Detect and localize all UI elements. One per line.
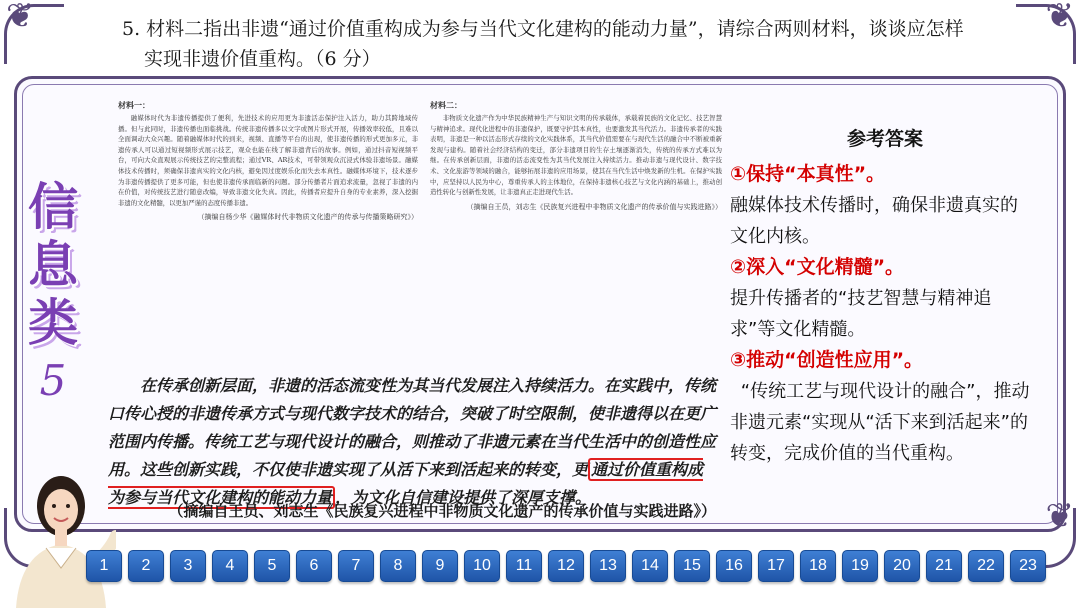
question-line-2: 实现非遗价值重构。（6 分）	[144, 48, 381, 70]
material-one	[118, 100, 418, 350]
passage-source: （摘编自王员、刘志生《民族复兴进程中非物质文化遗产的传承价值与实践进路》）	[168, 502, 716, 520]
material-one-source: （摘编自杨少华《融媒体时代非物质文化遗产的传承与传播策略研究》）	[197, 213, 418, 222]
page-button-3[interactable]: 3	[170, 550, 206, 582]
category-char: 息	[28, 236, 78, 294]
page-button-23[interactable]: 23	[1010, 550, 1046, 582]
page-button-2[interactable]: 2	[128, 550, 164, 582]
answer-point-label: ①保持“本真性”。	[730, 163, 886, 185]
material-two-title: 材料二：	[430, 100, 462, 110]
page-button-12[interactable]: 12	[548, 550, 584, 582]
category-char: 信	[28, 178, 78, 236]
page-button-17[interactable]: 17	[758, 550, 794, 582]
page-button-20[interactable]: 20	[884, 550, 920, 582]
swirl-ornament-icon: ❦	[6, 0, 35, 36]
page-button-5[interactable]: 5	[254, 550, 290, 582]
material-one-title: 材料一：	[118, 100, 150, 110]
material-two-body: 非物质文化遗产作为中华民族精神生产与知识文明的传承载体，承载着民族的文化记忆、技艺智慧与精神追求。现代化进程中的非遗保护，既要守护其本真性，也要激发其当代活力。非遗传承者的实践表明，非遗是一种以活态形式存续的文化实践体系，其当代价值需要在与现代生活的融合中不断被重新发现与建构。随着社会经济结构的变迁，部分非遗项目的生存土壤逐渐消失，传统的传承方式难以为继。在传承创新层面，非遗的活态流变性为其当代发展注入持续活力。推动非遗与现代设计、数字技术、文化旅游等领域的融合，能够拓展非遗的应用场景，使其在当代生活中焕发新的生机。在保护实践中，应坚持以人民为中心，尊重传承人的主体地位，在保持非遗核心技艺与文化内涵的基础上，推动创造性转化与创新性发展，让非遗真正走进现代生活。	[430, 114, 722, 197]
category-label	[22, 178, 84, 405]
answer-point-label: ②深入“文化精髓”。	[730, 256, 905, 278]
answer-point-text: 提升传播者的“技艺智慧与精神追求”等文化精髓。	[730, 288, 992, 340]
material-two-source: （摘编自王员，刘志生《民族复兴进程中非物质文化遗产的传承价值与实践进路》）	[466, 202, 722, 211]
page-button-19[interactable]: 19	[842, 550, 878, 582]
category-char: 类	[28, 294, 78, 352]
passage-text-after: ，为文化自信建设提供了深厚支撑。	[335, 488, 592, 507]
answer-point-text: “传统工艺与现代设计的融合”，推动非遗元素“实现从“活下来到活起来”的转变，完成价值的当代重构。	[730, 381, 1030, 464]
highlighted-phrase: 通过价值重构成为参与当代文化建构的能动力量	[108, 460, 704, 507]
swirl-ornament-icon: ❦	[1045, 496, 1074, 536]
page-button-22[interactable]: 22	[968, 550, 1004, 582]
material-one-body: 融媒体时代为非遗传播提供了便利，先进技术的应用更为非遗活态保护注入活力，助力其跨地域传播。但与此同时，非遗传播也面临挑战。传统非遗传播多以文字或图片形式开展，传播效率较低，且难以全面调动大众兴趣。随着融媒体时代的到来，视频、直播等平台的出现，使非遗传播的形式更加多元，非遗传承人可以通过短视频形式展示技艺，观众也能在线了解非遗背后的故事。例如，通过抖音短视频平台，可向大众直观展示传统技艺的完整流程；通过VR、AR技术，可带领观众沉浸式体验非遗场景。融媒体技术传播时，须确保非遗真实的文化内核，避免因过度娱乐化而失去本真性。融媒体环境下，技术逐步为非遗传播提供了更多可能，但也使非遗传承面临新的问题。部分传播者片面追求流量，忽视了非遗的内在价值，对传统技艺进行随意改编，导致非遗文化失真。因此，传播者应提升自身的专业素养，深入挖掘非遗的文化精髓，以更加严谨的态度传播非遗。	[118, 114, 418, 207]
page-button-8[interactable]: 8	[380, 550, 416, 582]
page-button-6[interactable]: 6	[296, 550, 332, 582]
page-button-4[interactable]: 4	[212, 550, 248, 582]
question-text	[122, 14, 1002, 74]
page-button-7[interactable]: 7	[338, 550, 374, 582]
page-navigation	[86, 550, 1066, 584]
page-button-13[interactable]: 13	[590, 550, 626, 582]
page-button-16[interactable]: 16	[716, 550, 752, 582]
answer-point-text: 融媒体技术传播时，确保非遗真实的文化内核。	[730, 195, 1018, 247]
page-button-18[interactable]: 18	[800, 550, 836, 582]
page-button-10[interactable]: 10	[464, 550, 500, 582]
answer-panel	[730, 124, 1030, 469]
answer-title: 参考答案	[846, 128, 923, 150]
page-button-1[interactable]: 1	[86, 550, 122, 582]
question-line-1: 5. 材料二指出非遗“通过价值重构成为参与当代文化建构的能动力量”，请综合两则材料，谈谈应怎样	[122, 18, 964, 40]
answer-point-label: ③推动“创造性应用”。	[730, 349, 924, 371]
page-button-15[interactable]: 15	[674, 550, 710, 582]
swirl-ornament-icon: ❦	[1045, 0, 1074, 36]
passage-text-before: 在传承创新层面，非遗的活态流变性为其当代发展注入持续活力。在实践中，传统口传心授的非遗传承方式与现代数字技术的结合，突破了时空限制，使非遗得以在更广范围内传播。传统工艺与现代设计的融合，则推动了非遗元素在当代生活中的创造性应用。这些创新实践，不仅使非遗实现了从活下来到活起来的转变，更	[108, 376, 717, 479]
page-button-14[interactable]: 14	[632, 550, 668, 582]
page-button-11[interactable]: 11	[506, 550, 542, 582]
category-number: 5	[39, 356, 67, 405]
page-button-9[interactable]: 9	[422, 550, 458, 582]
page-button-21[interactable]: 21	[926, 550, 962, 582]
excerpt-passage	[108, 372, 716, 512]
material-two	[430, 100, 722, 366]
